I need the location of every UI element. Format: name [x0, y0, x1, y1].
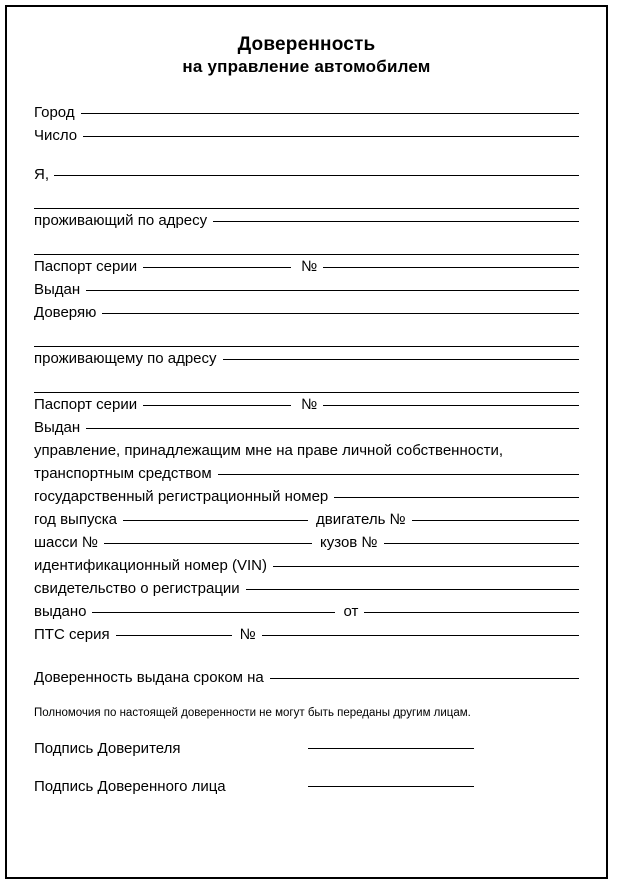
term-input-line[interactable] [270, 678, 579, 679]
attorney-issued-label: Выдан [34, 419, 81, 436]
field-row-issued-by-date [34, 600, 579, 623]
registration-certificate-input-line[interactable] [246, 589, 579, 590]
issued-date-label: от [343, 603, 359, 620]
principal-signature-line[interactable] [308, 748, 474, 749]
signature-row-principal [34, 737, 579, 763]
date-label: Число [34, 127, 78, 144]
field-row-pts [34, 623, 579, 646]
reg-number-input-line[interactable] [334, 497, 579, 498]
pts-number-label: № [239, 626, 256, 643]
attorney-passport-series-input-line[interactable] [143, 405, 291, 406]
field-row-year-engine [34, 508, 579, 531]
field-row-principal-passport [34, 255, 579, 278]
field-row-registration-certificate [34, 577, 579, 600]
body-label: кузов № [320, 534, 378, 551]
signature-row-attorney [34, 775, 579, 801]
vin-label: идентификационный номер (VIN) [34, 557, 267, 574]
principal-issued-label: Выдан [34, 281, 81, 298]
field-row-date [34, 124, 579, 147]
chassis-input-line[interactable] [104, 543, 312, 544]
issued-date-input-line[interactable] [364, 612, 579, 613]
field-row-entrust [34, 301, 579, 324]
attorney-address-input-line-2[interactable] [34, 370, 579, 393]
title-line-2: на управление автомобилем [182, 57, 431, 76]
principal-address-input-line[interactable] [213, 221, 579, 222]
date-input-line[interactable] [83, 136, 579, 137]
field-row-principal-issued [34, 278, 579, 301]
vehicle-description-label: транспортным средством [34, 465, 212, 482]
vehicle-description-input-line[interactable] [218, 474, 579, 475]
principal-address-input-line-2[interactable] [34, 232, 579, 255]
principal-address-label: проживающий по адресу [34, 212, 208, 229]
document-body [7, 7, 606, 877]
field-row-principal-address [34, 209, 579, 232]
attorney-signature-label: Подпись Доверенного лица [34, 778, 226, 795]
attorney-address-input-line[interactable] [223, 359, 579, 360]
attorney-passport-number-input-line[interactable] [323, 405, 579, 406]
engine-input-line[interactable] [412, 520, 579, 521]
grant-clause-text: управление, принадлежащим мне на праве личной собственности, [34, 442, 503, 459]
principal-passport-number-label: № [301, 258, 318, 275]
field-row-reg-number [34, 485, 579, 508]
principal-passport-series-input-line[interactable] [143, 267, 291, 268]
year-input-line[interactable] [123, 520, 308, 521]
issued-by-input-line[interactable] [92, 612, 335, 613]
attorney-signature-line[interactable] [308, 786, 474, 787]
document-sheet [5, 5, 608, 879]
page-title [34, 7, 579, 77]
principal-passport-number-input-line[interactable] [323, 267, 579, 268]
attorney-issued-input-line[interactable] [86, 428, 579, 429]
attorney-name-input-line-2[interactable] [34, 324, 579, 347]
title-line-1: Доверенность [237, 34, 376, 55]
issued-by-label: выдано [34, 603, 87, 620]
city-label: Город [34, 104, 75, 121]
field-row-attorney-address [34, 347, 579, 370]
city-input-line[interactable] [81, 113, 579, 114]
reg-number-label: государственный регистрационный номер [34, 488, 329, 505]
year-label: год выпуска [34, 511, 118, 528]
vin-input-line[interactable] [273, 566, 579, 567]
field-row-term [34, 666, 579, 689]
field-row-chassis-body [34, 531, 579, 554]
pts-series-input-line[interactable] [116, 635, 232, 636]
field-row-vin [34, 554, 579, 577]
attorney-passport-number-label: № [301, 396, 318, 413]
grant-clause-line-1 [34, 439, 579, 462]
attorney-passport-series-label: Паспорт серии [34, 396, 138, 413]
field-row-attorney-passport [34, 393, 579, 416]
principal-signature-label: Подпись Доверителя [34, 740, 181, 757]
field-row-city [34, 101, 579, 124]
field-row-principal-name [34, 163, 579, 186]
principal-passport-series-label: Паспорт серии [34, 258, 138, 275]
principal-name-input-line[interactable] [54, 175, 579, 176]
chassis-label: шасси № [34, 534, 99, 551]
body-input-line[interactable] [384, 543, 579, 544]
principal-name-input-line-2[interactable] [34, 186, 579, 209]
principal-issued-input-line[interactable] [86, 290, 579, 291]
non-transferable-notice: Полномочия по настоящей доверенности не могут быть переданы другим лицам. [34, 707, 471, 719]
principal-intro-label: Я, [34, 166, 49, 183]
registration-certificate-label: свидетельство о регистрации [34, 580, 240, 597]
entrust-label: Доверяю [34, 304, 97, 321]
pts-number-input-line[interactable] [262, 635, 579, 636]
pts-series-label: ПТС серия [34, 626, 110, 643]
attorney-name-input-line[interactable] [102, 313, 579, 314]
term-label: Доверенность выдана сроком на [34, 669, 264, 686]
attorney-address-label: проживающему по адресу [34, 350, 217, 367]
field-row-vehicle-description [34, 462, 579, 485]
engine-label: двигатель № [316, 511, 406, 528]
field-row-attorney-issued [34, 416, 579, 439]
